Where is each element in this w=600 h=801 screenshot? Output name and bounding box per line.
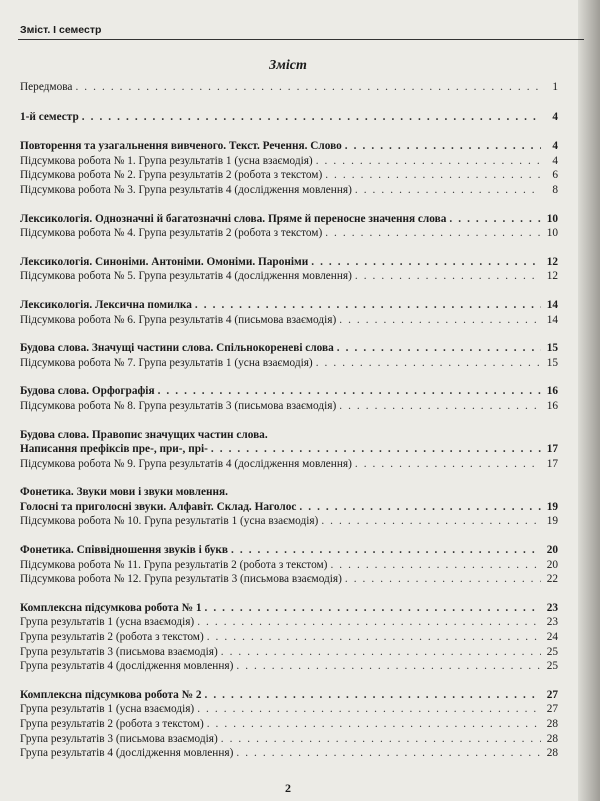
toc-entry: Підсумкова робота № 12. Група результатів 3 (письмова взаємодія) . . . 22 [20,572,558,587]
running-header-text: Зміст. І семестр [20,24,102,36]
toc-section-title-line: Фонетика. Звуки мови і звуки мовлення. [20,486,228,499]
page-number: 2 [285,781,291,795]
toc-section-title: Комплексна підсумкова робота № 1 . . . 23 [20,601,558,616]
toc-entry: Підсумкова робота № 4. Група результатів 2 (робота з текстом) . . . 10 [20,226,558,241]
toc-entry: Підсумкова робота № 2. Група результатів 2 (робота з текстом) . . . 6 [20,168,558,183]
toc-entry-semester: 1-й семестр . . . 4 [20,110,558,125]
toc-entry: Група результатів 4 (дослідження мовлення) . . . 28 [20,746,558,761]
toc-entry: Підсумкова робота № 7. Група результатів 1 (усна взаємодія) . . . 15 [20,356,558,371]
toc-section-title: Фонетика. Співвідношення звуків і букв . . . 20 [20,543,558,558]
toc-entry: Група результатів 2 (робота з текстом) . . . 24 [20,630,558,645]
toc-section-title: Комплексна підсумкова робота № 2 . . . 27 [20,688,558,703]
toc-entry: Підсумкова робота № 5. Група результатів 4 (дослідження мовлення) . . . 12 [20,269,558,284]
toc-section-title: Написання префіксів пре-, при-, прі- . . . 17 [20,442,558,457]
toc-entry: Підсумкова робота № 6. Група результатів 4 (письмова взаємодія) . . . 14 [20,313,558,328]
toc-entry: Підсумкова робота № 11. Група результатів 2 (робота з текстом) . . . 20 [20,558,558,573]
toc-entry: Підсумкова робота № 3. Група результатів 4 (дослідження мовлення) . . . 8 [20,183,558,198]
toc-section-title: Будова слова. Орфографія . . . 16 [20,384,558,399]
toc-section-title: Голосні та приголосні звуки. Алфавіт. Склад. Наголос . . . 19 [20,500,558,515]
table-of-contents [20,80,558,761]
toc-entry-intro: Передмова . . . 1 [20,80,558,95]
page-title: Зміст [269,58,307,73]
toc-section-title: Лексикологія. Однозначні й багатозначні слова. Пряме й переносне значення слова . . . 10 [20,212,558,227]
toc-entry: Група результатів 1 (усна взаємодія) . . . 27 [20,702,558,717]
toc-entry: Група результатів 2 (робота з текстом) . . . 28 [20,717,558,732]
toc-entry: Підсумкова робота № 10. Група результатів 1 (усна взаємодія) . . . 19 [20,514,558,529]
toc-section-title: Лексикологія. Лексична помилка . . . 14 [20,298,558,313]
toc-entry: Група результатів 4 (дослідження мовлення) . . . 25 [20,659,558,674]
toc-entry: Підсумкова робота № 1. Група результатів 1 (усна взаємодія) . . . 4 [20,154,558,169]
running-header [18,22,584,40]
toc-entry: Група результатів 3 (письмова взаємодія) . . . 28 [20,732,558,747]
toc-entry: Підсумкова робота № 8. Група результатів 3 (письмова взаємодія) . . . 16 [20,399,558,414]
toc-section-title: Повторення та узагальнення вивченого. Текст. Речення. Слово . . . 4 [20,139,558,154]
toc-entry: Підсумкова робота № 9. Група результатів 4 (дослідження мовлення) . . . 17 [20,457,558,472]
toc-section-title: Лексикологія. Синоніми. Антоніми. Омоніми. Пароніми . . . 12 [20,255,558,270]
toc-section-title-line: Будова слова. Правопис значущих частин слова. [20,428,268,441]
toc-section-title: Будова слова. Значущі частини слова. Спільнокореневі слова . . . 15 [20,341,558,356]
page-edge-shadow [578,0,600,801]
toc-entry: Група результатів 1 (усна взаємодія) . . . 23 [20,615,558,630]
toc-entry: Група результатів 3 (письмова взаємодія) . . . 25 [20,645,558,660]
